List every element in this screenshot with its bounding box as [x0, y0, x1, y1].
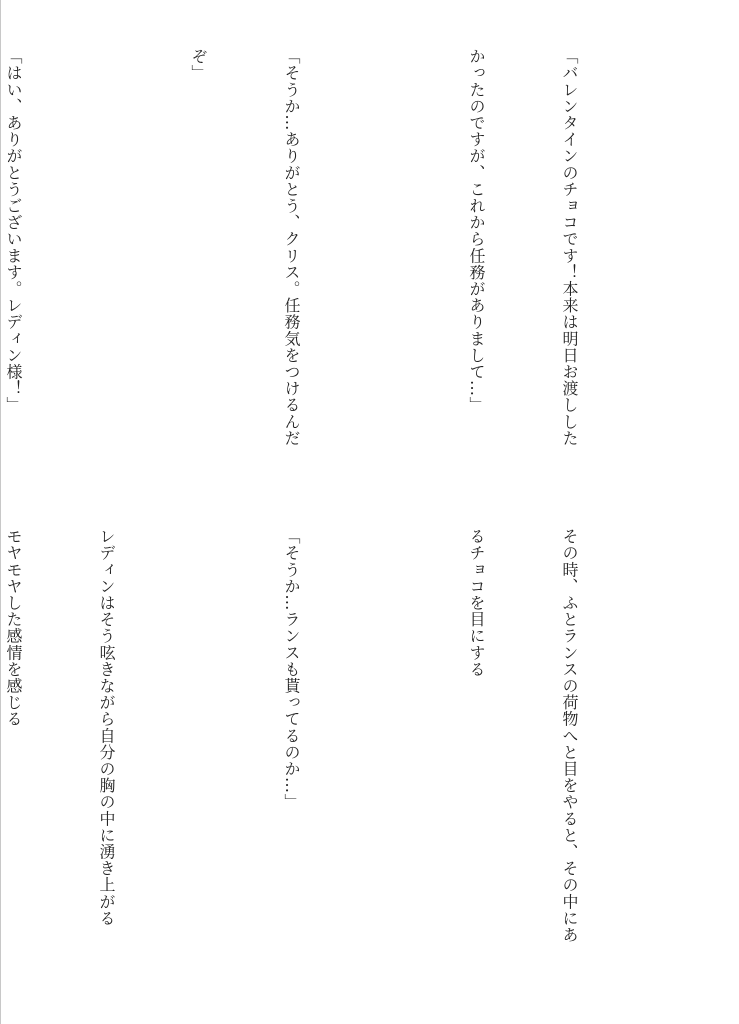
line-gap: [369, 528, 399, 998]
text-line: るチョコを目にする: [467, 528, 486, 678]
text-line: 「そうか…ありがとう、クリス。任務気をつけるんだ: [282, 48, 301, 447]
line-gap: [184, 528, 214, 998]
text-block-bottom: [0, 528, 647, 998]
text-line: 「はい、ありがとうございます。レディン様！」: [4, 48, 23, 414]
text-line: レディンはそう呟きながら自分の胸の中に湧き上がる: [97, 528, 116, 927]
line-gap: [369, 48, 399, 498]
text-line: 「バレンタインのチョコです！本来は明日お渡しした: [560, 48, 579, 447]
text-line: かったのですが、これから任務がありまして…」: [467, 48, 486, 414]
text-line: 「そうか…ランスも貰ってるのか…」: [282, 528, 301, 811]
text-line: ぞ」: [189, 48, 208, 82]
line-gap: [91, 48, 121, 498]
text-block-top: [0, 48, 647, 498]
text-line: その時、ふとランスの荷物へと目をやると、その中にあ: [560, 528, 579, 943]
text-line: モヤモヤした感情を感じる: [4, 528, 23, 728]
